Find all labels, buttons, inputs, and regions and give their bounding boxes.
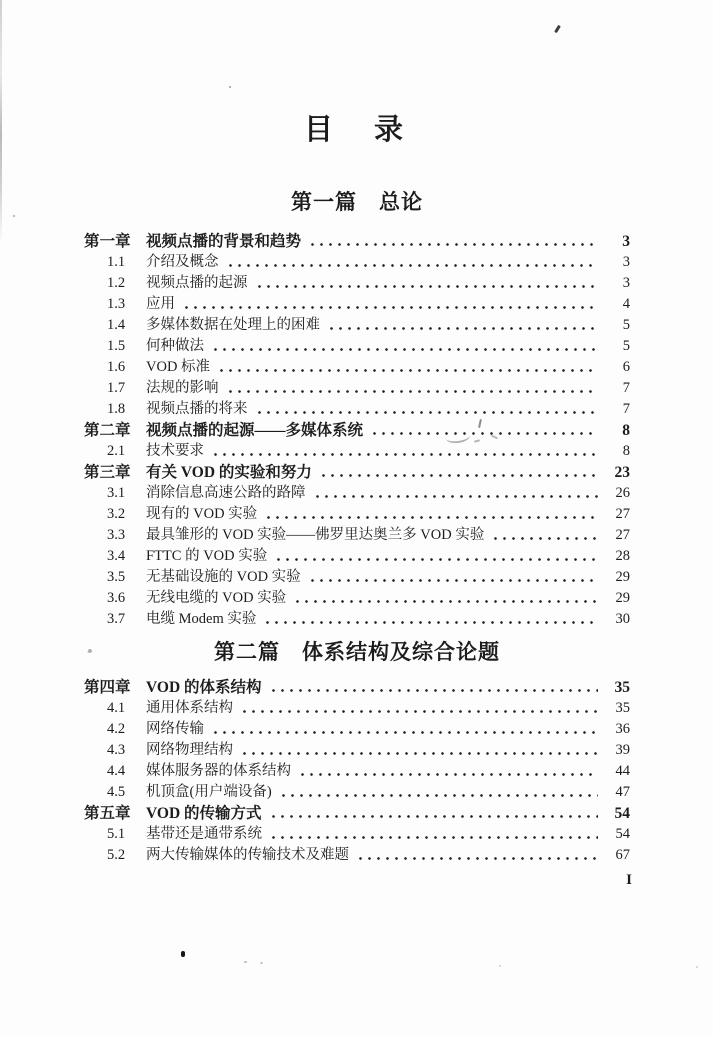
- toc-entry-number: 3.7: [107, 611, 126, 627]
- toc-entry: [84, 525, 630, 546]
- toc-entry: [84, 698, 630, 719]
- toc-entry-title: VOD 标准: [146, 359, 211, 375]
- toc-entry-number: 第四章: [84, 679, 131, 696]
- dot-leader: [327, 325, 598, 332]
- dot-leader: [319, 472, 598, 479]
- dot-leader: [182, 304, 598, 311]
- toc-entry-title: FTTC 的 VOD 实验: [146, 548, 268, 564]
- toc-entry: [84, 761, 630, 782]
- toc-entry-page: 35: [602, 698, 630, 1037]
- toc-entry-page: 54: [602, 824, 630, 1037]
- toc-entry-title: 机顶盒(用户端设备): [146, 784, 272, 800]
- part-heading: 第一篇 总论: [291, 190, 423, 214]
- toc-entry-page: 3: [602, 231, 630, 1037]
- toc-entry-title: 多媒体数据在处理上的困难: [146, 317, 320, 333]
- dot-leader: [211, 729, 598, 736]
- toc-entry: [84, 803, 630, 824]
- toc-entry: [84, 315, 630, 336]
- dot-leader: [240, 708, 598, 715]
- toc-entry-title: 现有的 VOD 实验: [146, 506, 258, 522]
- toc-entry-page: 5: [602, 315, 630, 1037]
- toc-entry-number: 3.2: [107, 506, 126, 522]
- toc-entry-number: 3.5: [107, 569, 126, 585]
- dot-leader: [491, 535, 598, 542]
- toc-entry-title: 基带还是通带系统: [146, 826, 262, 842]
- toc-entry-page: 23: [602, 462, 630, 1037]
- toc-entry-page: 29: [602, 567, 630, 1037]
- toc-entry: [84, 252, 630, 273]
- toc-entry-number: 第三章: [84, 464, 131, 481]
- toc-entry: [84, 677, 630, 698]
- toc-entry-page: 3: [602, 273, 630, 1037]
- toc-entry-title: 视频点播的背景和趋势: [146, 233, 302, 250]
- toc-entry-title: 介绍及概念: [146, 254, 219, 270]
- toc-entry-title: 技术要求: [146, 443, 204, 459]
- scan-speck: [260, 962, 263, 964]
- toc-entry: [84, 336, 630, 357]
- page-number: I: [626, 872, 632, 888]
- toc-entry-title: 何种做法: [146, 338, 204, 354]
- toc-entry-number: 3.6: [107, 590, 126, 606]
- toc-entry-page: 4: [602, 294, 630, 1037]
- scan-edge-shadow: [0, 0, 2, 245]
- toc-entry-page: 26: [602, 483, 630, 1037]
- toc-entry-page: 29: [602, 588, 630, 1037]
- toc-entry-page: 7: [602, 399, 630, 1037]
- toc-entry-number: 4.1: [107, 700, 126, 716]
- toc-entry-page: 54: [602, 803, 630, 1037]
- toc-entry-page: 35: [602, 677, 630, 1037]
- toc-entry-page: 39: [602, 740, 630, 1037]
- part-heading: 第二篇 体系结构及综合论题: [214, 640, 500, 664]
- toc-entry-title: 无基础设施的 VOD 实验: [146, 569, 301, 585]
- toc-entry: [84, 567, 630, 588]
- toc-entry-number: 5.1: [107, 826, 126, 842]
- dot-leader: [263, 619, 598, 626]
- dot-leader: [279, 792, 598, 799]
- toc-entry: [84, 483, 630, 504]
- toc-entry: [84, 609, 630, 630]
- toc-entry-title: 有关 VOD 的实验和努力: [146, 464, 312, 481]
- toc-entry-title: 法规的影响: [146, 380, 219, 396]
- toc-entry-number: 3.4: [107, 548, 126, 564]
- toc-entry-number: 4.2: [107, 721, 126, 737]
- toc-entry-title: 视频点播的起源: [146, 275, 248, 291]
- dot-leader: [211, 451, 598, 458]
- scan-speck: [13, 215, 15, 217]
- toc-entry: [84, 273, 630, 294]
- toc-entry-page: 30: [602, 609, 630, 1037]
- toc-entry-page: 8: [602, 441, 630, 1037]
- toc-entry-title: 消除信息高速公路的路障: [146, 485, 306, 501]
- toc-entry-number: 1.3: [107, 296, 126, 312]
- toc-entry-title: 电缆 Modem 实验: [146, 611, 257, 627]
- toc-entry-number: 1.2: [107, 275, 126, 291]
- dot-leader: [226, 262, 599, 269]
- toc-entry-title: 视频点播的起源——多媒体系统: [146, 422, 364, 439]
- toc-entry-page: 5: [602, 336, 630, 1037]
- toc-entry-title: 网络物理结构: [146, 742, 233, 758]
- toc-entry-page: 3: [602, 252, 630, 1037]
- toc-entry-number: 4.5: [107, 784, 126, 800]
- toc-entry-number: 1.1: [107, 254, 126, 270]
- dot-leader: [293, 598, 598, 605]
- toc-entry: [84, 357, 630, 378]
- toc-entry-title: 两大传输媒体的传输技术及难题: [146, 847, 349, 863]
- toc-entry: [84, 378, 630, 399]
- scan-speck: [499, 965, 501, 967]
- toc-entry-title: 通用体系结构: [146, 700, 233, 716]
- scan-speck: [696, 966, 698, 968]
- toc-entry-title: 无线电缆的 VOD 实验: [146, 590, 287, 606]
- toc-entry-number: 第五章: [84, 805, 131, 822]
- toc-entry-number: 1.6: [107, 359, 126, 375]
- toc-entry: [84, 399, 630, 420]
- toc-entry: [84, 719, 630, 740]
- toc-entry-number: 1.8: [107, 401, 126, 417]
- toc-entry-page: 67: [602, 845, 630, 1037]
- scan-speck: [229, 86, 231, 88]
- dot-leader: [313, 493, 599, 500]
- dot-leader: [211, 346, 598, 353]
- toc-entry-page: 7: [602, 378, 630, 1037]
- dot-leader: [255, 409, 599, 416]
- toc-entry: [84, 420, 630, 441]
- toc-entry-number: 3.3: [107, 527, 126, 543]
- toc-entry-page: 28: [602, 546, 630, 1037]
- document-title: 目 录: [303, 114, 409, 146]
- toc-entry-title: VOD 的传输方式: [146, 805, 262, 822]
- toc-entry-page: 44: [602, 761, 630, 1037]
- toc-entry-number: 第二章: [84, 422, 131, 439]
- toc-entry-title: 媒体服务器的体系结构: [146, 763, 291, 779]
- toc-entry-page: 47: [602, 782, 630, 1037]
- dot-leader: [274, 556, 598, 563]
- toc-entry: [84, 504, 630, 525]
- toc-entry: [84, 546, 630, 567]
- toc-entry: [84, 845, 630, 866]
- toc-entry: [84, 588, 630, 609]
- toc-entry-number: 3.1: [107, 485, 126, 501]
- toc-entry-number: 1.5: [107, 338, 126, 354]
- dot-leader: [217, 367, 598, 374]
- dot-leader: [308, 577, 598, 584]
- toc-entry-number: 1.4: [107, 317, 126, 333]
- toc-entry: [84, 441, 630, 462]
- toc-entry-title: 最具雏形的 VOD 实验——佛罗里达奥兰多 VOD 实验: [146, 527, 485, 543]
- toc-entry-number: 5.2: [107, 847, 126, 863]
- toc-entry-page: 6: [602, 357, 630, 1037]
- toc-entry: [84, 231, 630, 252]
- toc-entry-number: 1.7: [107, 380, 126, 396]
- dot-leader: [269, 813, 598, 820]
- toc-list: [84, 677, 630, 866]
- toc-entry-page: 27: [602, 525, 630, 1037]
- dot-leader: [269, 834, 598, 841]
- dot-leader: [298, 771, 598, 778]
- toc-entry: [84, 782, 630, 803]
- toc-entry: [84, 294, 630, 315]
- dot-leader: [370, 430, 598, 437]
- toc-entry-title: 视频点播的将来: [146, 401, 248, 417]
- dot-leader: [356, 855, 598, 862]
- toc-entry-page: 8: [602, 420, 630, 1037]
- dot-leader: [240, 750, 598, 757]
- toc-entry-title: VOD 的体系结构: [146, 679, 262, 696]
- toc-entry-number: 4.4: [107, 763, 126, 779]
- toc-entry: [84, 824, 630, 845]
- toc-entry: [84, 740, 630, 761]
- toc-entry-number: 4.3: [107, 742, 126, 758]
- toc-entry-title: 网络传输: [146, 721, 204, 737]
- toc-entry-page: 27: [602, 504, 630, 1037]
- dot-leader: [264, 514, 598, 521]
- dot-leader: [255, 283, 599, 290]
- toc-entry-page: 36: [602, 719, 630, 1037]
- toc-entry: [84, 462, 630, 483]
- dot-leader: [269, 687, 598, 694]
- scan-speck: [181, 951, 185, 957]
- toc-list: [84, 231, 630, 630]
- scan-speck: [244, 961, 247, 963]
- toc-entry-number: 第一章: [84, 233, 131, 250]
- dot-leader: [308, 241, 598, 248]
- toc-entry-title: 应用: [146, 296, 175, 312]
- dot-leader: [226, 388, 599, 395]
- toc: [84, 190, 630, 866]
- toc-entry-number: 2.1: [107, 443, 126, 459]
